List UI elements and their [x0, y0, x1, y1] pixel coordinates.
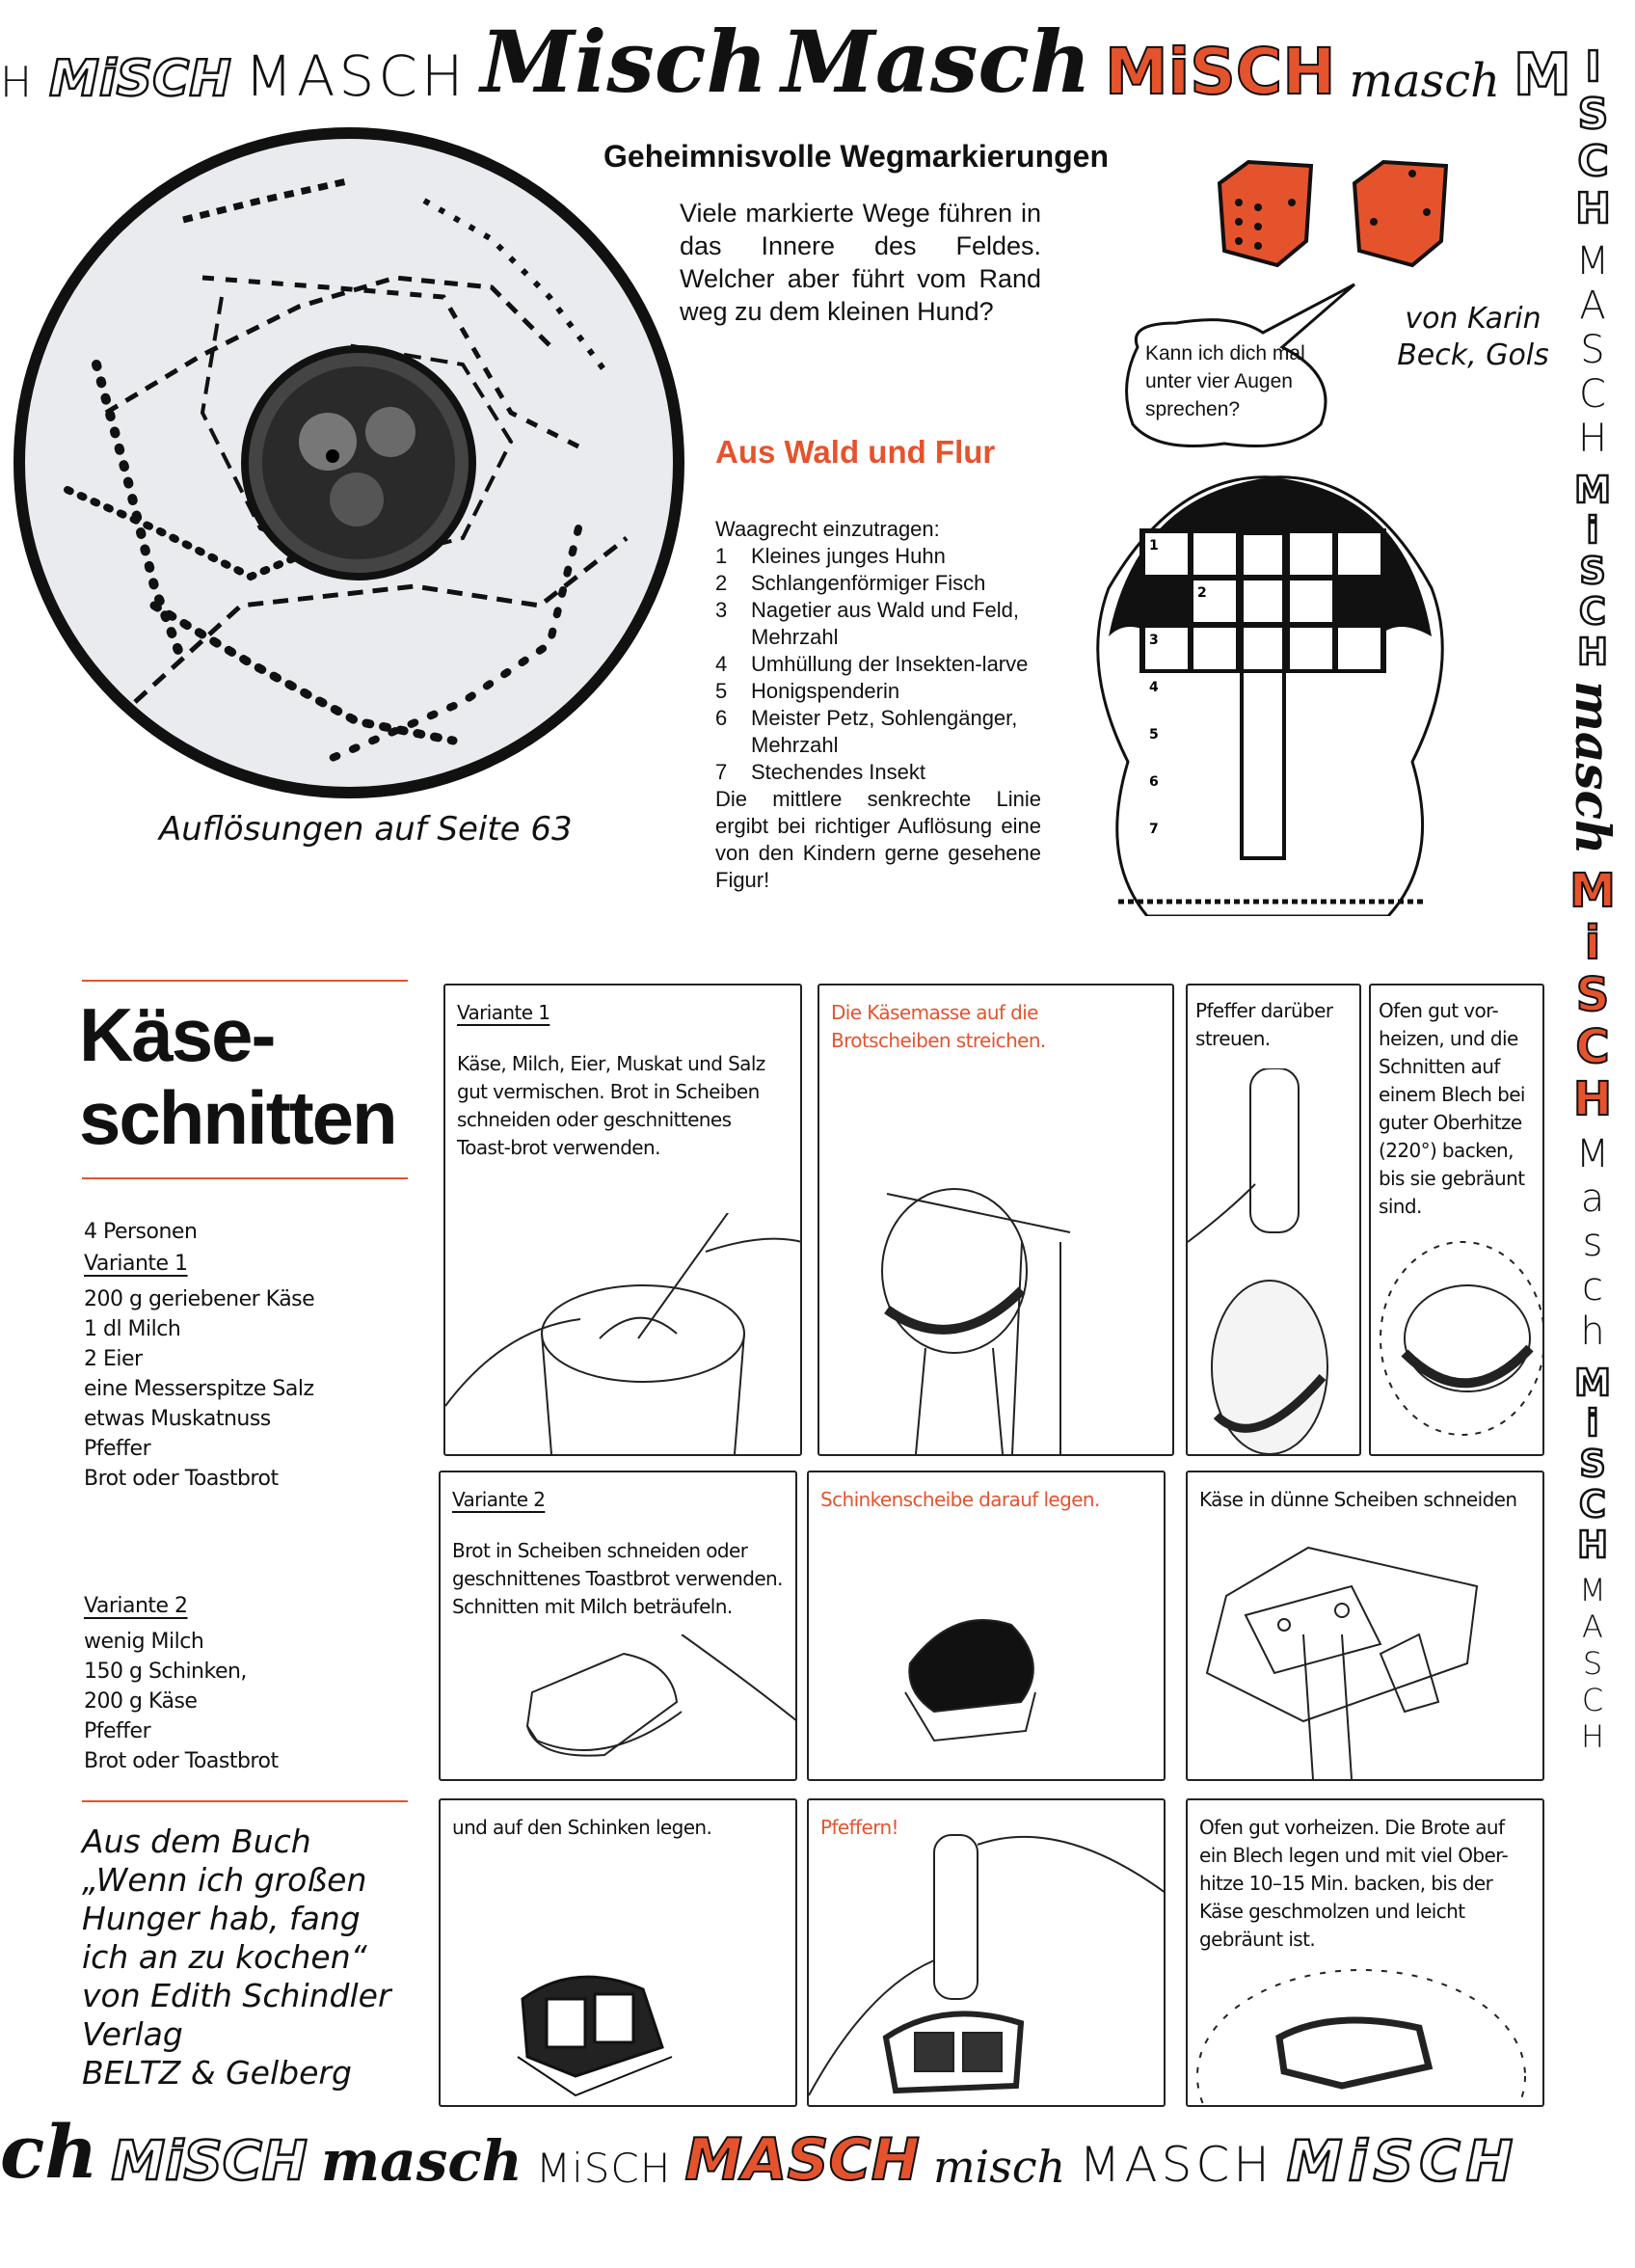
panel-label: Variante 2 [452, 1488, 546, 1511]
crossword-cell [1290, 817, 1332, 858]
banner-word: MiSCH [1286, 2128, 1519, 2194]
clue-item: 3 Nagetier aus Wald und Feld, Mehrzahl [715, 598, 1019, 649]
list-item: ich an zu kochen“ [82, 1938, 367, 1976]
solutions-note: Auflösungen auf Seite 63 [159, 810, 573, 849]
panel-text: und auf den Schinken legen. [452, 1816, 712, 1839]
variant2-label: Variante 2 [84, 1594, 188, 1618]
crossword-grid [1080, 472, 1461, 916]
banner-word: MiSCH [1571, 469, 1614, 671]
crossword-cell [1193, 722, 1236, 764]
crossword-cell [1290, 580, 1332, 622]
crossword-cell [1242, 628, 1284, 669]
list-item: „Wenn ich großen [82, 1861, 367, 1899]
crossword-cell [1193, 817, 1236, 858]
list-item: Hunger hab, fang [82, 1900, 361, 1937]
banner-word: MiSCH [1571, 1362, 1614, 1565]
banner-word: MASCH [1079, 2137, 1273, 2193]
cell-number: 2 [1197, 585, 1207, 601]
crossword-clues [715, 516, 1041, 894]
list-item: 1 dl Milch [84, 1317, 181, 1341]
dice-illustration [1210, 154, 1470, 289]
variant1-label: Variante 1 [84, 1252, 188, 1276]
baked-toast-drawing [1188, 1960, 1544, 2105]
banner-word: MiSCH [49, 50, 231, 108]
step-panel [1186, 1798, 1544, 2107]
cell-number: 6 [1149, 774, 1159, 790]
crossword-cell [1242, 770, 1284, 811]
cell-number: 1 [1149, 538, 1159, 554]
crossword-cell [1338, 533, 1380, 575]
panel-text: Käse in dünne Scheiben schneiden [1199, 1488, 1517, 1511]
step-panel [439, 1798, 797, 2107]
crossword-cell [1242, 817, 1284, 858]
list-item: 150 g Schinken, [84, 1660, 247, 1684]
banner-word: ISCH [1568, 42, 1618, 231]
banner-word: MiSCH [111, 2130, 308, 2193]
banner-word: masch [1565, 681, 1622, 855]
panel-text: Brot in Scheiben schneiden oder geschnittenes Toastbrot verwenden. Schnitten mit Milch beträufeln. [452, 1539, 783, 1618]
crossword-cell [1242, 675, 1284, 716]
banner-word: ch [0, 2109, 98, 2195]
step-panel [443, 984, 802, 1456]
panel-text: Ofen gut vorheizen. Die Brote auf ein Blech legen und mit viel Ober-hitze 10–15 Min. backen, bis der Käse geschmolzen und leicht gebräunt ist. [1199, 1816, 1509, 1951]
panel-text: Pfeffer darüber streuen. [1195, 999, 1333, 1050]
banner-word: MASCH [684, 2126, 920, 2194]
book-source [82, 1822, 391, 2092]
cell-number: 7 [1149, 822, 1159, 837]
banner-word: masch [320, 2128, 523, 2194]
banner-word: MiSCH [1566, 864, 1620, 1125]
crossword-cell [1338, 722, 1380, 764]
list-item: Verlag [82, 2015, 183, 2053]
clue-item: 4 Umhüllung der Insekten-larve [715, 652, 1029, 676]
crossword-cell [1338, 770, 1380, 811]
panel-text: Käse, Milch, Eier, Muskat und Salz gut vermischen. Brot in Scheiben schneiden oder geschnittenes Toast-brot verwenden. [457, 1052, 765, 1159]
bottom-banner [0, 2109, 1519, 2195]
divider [82, 1177, 408, 1179]
cheese-slicing-drawing [1188, 1538, 1544, 1779]
cell-number: 4 [1149, 680, 1159, 695]
step-panel [818, 984, 1174, 1456]
crossword-cell [1242, 580, 1284, 622]
banner-word: MiSCH [1104, 35, 1336, 109]
banner-word: MiSCH [535, 2145, 672, 2192]
top-banner [0, 12, 1571, 112]
mixing-bowl-drawing [445, 1213, 802, 1454]
list-item: BELTZ & Gelberg [82, 2054, 352, 2092]
spreading-drawing [819, 1165, 1174, 1454]
clue-item: 6 Meister Petz, Sohlengänger, Mehrzahl [715, 706, 1018, 757]
maze-illustration [10, 123, 689, 803]
pepper-drawing [1188, 1068, 1361, 1454]
crossword-cell [1290, 722, 1332, 764]
clues-outro: Die mittlere senkrechte Linie ergibt bei richtiger Auflösung eine von den Kindern gerne gesehene Figur! [715, 787, 1041, 892]
banner-word: Misch [480, 12, 768, 112]
banner-word: Masch [781, 12, 1091, 112]
crossword-cell [1193, 628, 1236, 669]
ingredients-variant2 [84, 1591, 412, 1776]
banner-word: MASCH [1574, 1572, 1611, 1756]
banner-word: Masch [1570, 1132, 1615, 1355]
crossword-cell [1338, 628, 1380, 669]
banner-word: MASCH [1570, 239, 1615, 461]
step-panel [1186, 984, 1361, 1456]
clue-item: 5 Honigspenderin [715, 679, 900, 703]
banner-word: M [1514, 41, 1571, 109]
list-item: Brot oder Toastbrot [84, 1467, 279, 1491]
author-credit: von Karin Beck, Gols [1397, 302, 1549, 372]
maze-title: Geheimnisvolle Wegmarkierungen [603, 139, 1110, 174]
crossword-cell [1193, 675, 1236, 716]
crossword-cell [1290, 770, 1332, 811]
banner-word: H [0, 58, 37, 107]
cheese-on-ham-drawing [441, 1941, 797, 2105]
step-panel [807, 1471, 1166, 1781]
panel-text: Pfeffern! [820, 1816, 898, 1839]
recipe-title [79, 993, 396, 1159]
clue-item: 7 Stechendes Insekt [715, 760, 926, 784]
cell-number: 5 [1149, 727, 1159, 742]
list-item: von Edith Schindler [82, 1977, 391, 2014]
step-panel [1186, 1471, 1544, 1781]
panel-text: Schinkenscheibe darauf legen. [820, 1488, 1100, 1511]
cell-number: 3 [1149, 633, 1159, 648]
baking-drawing [1371, 1232, 1544, 1454]
list-item: Pfeffer [84, 1719, 151, 1743]
step-panel [439, 1471, 797, 1781]
list-item: 2 Eier [84, 1347, 143, 1371]
crossword-cell [1193, 770, 1236, 811]
persons: 4 Personen [84, 1220, 198, 1244]
list-item: wenig Milch [84, 1630, 204, 1654]
step-panel [1369, 984, 1544, 1456]
banner-word: masch [1349, 54, 1501, 108]
list-item: etwas Muskatnuss [84, 1407, 271, 1431]
list-item: 200 g geriebener Käse [84, 1287, 315, 1311]
divider [82, 980, 408, 982]
banner-word: MASCH [244, 43, 468, 109]
ingredients-variant1 [84, 1217, 412, 1494]
crossword-title: Aus Wald und Flur [715, 434, 996, 470]
crossword-cell [1338, 817, 1380, 858]
crossword-cell [1193, 533, 1236, 575]
maze-text: Viele markierte Wege führen in das Innere des Feldes. Welcher aber führt vom Rand weg zu dem kleinen Hund? [680, 199, 1041, 326]
title-line: Käse- [79, 992, 275, 1077]
list-item: Brot oder Toastbrot [84, 1749, 279, 1773]
step-panel [807, 1798, 1166, 2107]
right-banner [1554, 39, 1631, 1759]
list-item: Aus dem Buch [82, 1822, 311, 1860]
clues-intro: Waagrecht einzutragen: [715, 517, 940, 541]
crossword-cell [1290, 675, 1332, 716]
clue-item: 2 Schlangenförmiger Fisch [715, 571, 986, 595]
divider [82, 1800, 408, 1802]
panel-label: Variante 1 [457, 1001, 550, 1024]
crossword-cell [1290, 533, 1332, 575]
crossword-cell [1290, 628, 1332, 669]
crossword-cell [1338, 675, 1380, 716]
speech-text: Kann ich dich mal unter vier Augen sprechen? [1145, 342, 1305, 420]
panel-text: Die Käsemasse auf die Brotscheiben streichen. [831, 1001, 1046, 1052]
ham-drawing [809, 1586, 1166, 1779]
panel-text: Ofen gut vor-heizen, und die Schnitten auf einem Blech bei guter Oberhitze (220°) backen, bis sie gebräunt sind. [1379, 999, 1525, 1218]
clue-item: 1 Kleines junges Huhn [715, 544, 946, 568]
list-item: Pfeffer [84, 1437, 151, 1461]
bread-milk-drawing [441, 1634, 797, 1779]
list-item: eine Messerspitze Salz [84, 1377, 314, 1401]
title-line: schnitten [79, 1075, 396, 1160]
crossword-cell [1242, 533, 1284, 575]
crossword-cell [1242, 722, 1284, 764]
pepper-grinding-drawing [809, 1816, 1166, 2105]
list-item: 200 g Käse [84, 1689, 198, 1714]
banner-word: misch [932, 2141, 1066, 2193]
